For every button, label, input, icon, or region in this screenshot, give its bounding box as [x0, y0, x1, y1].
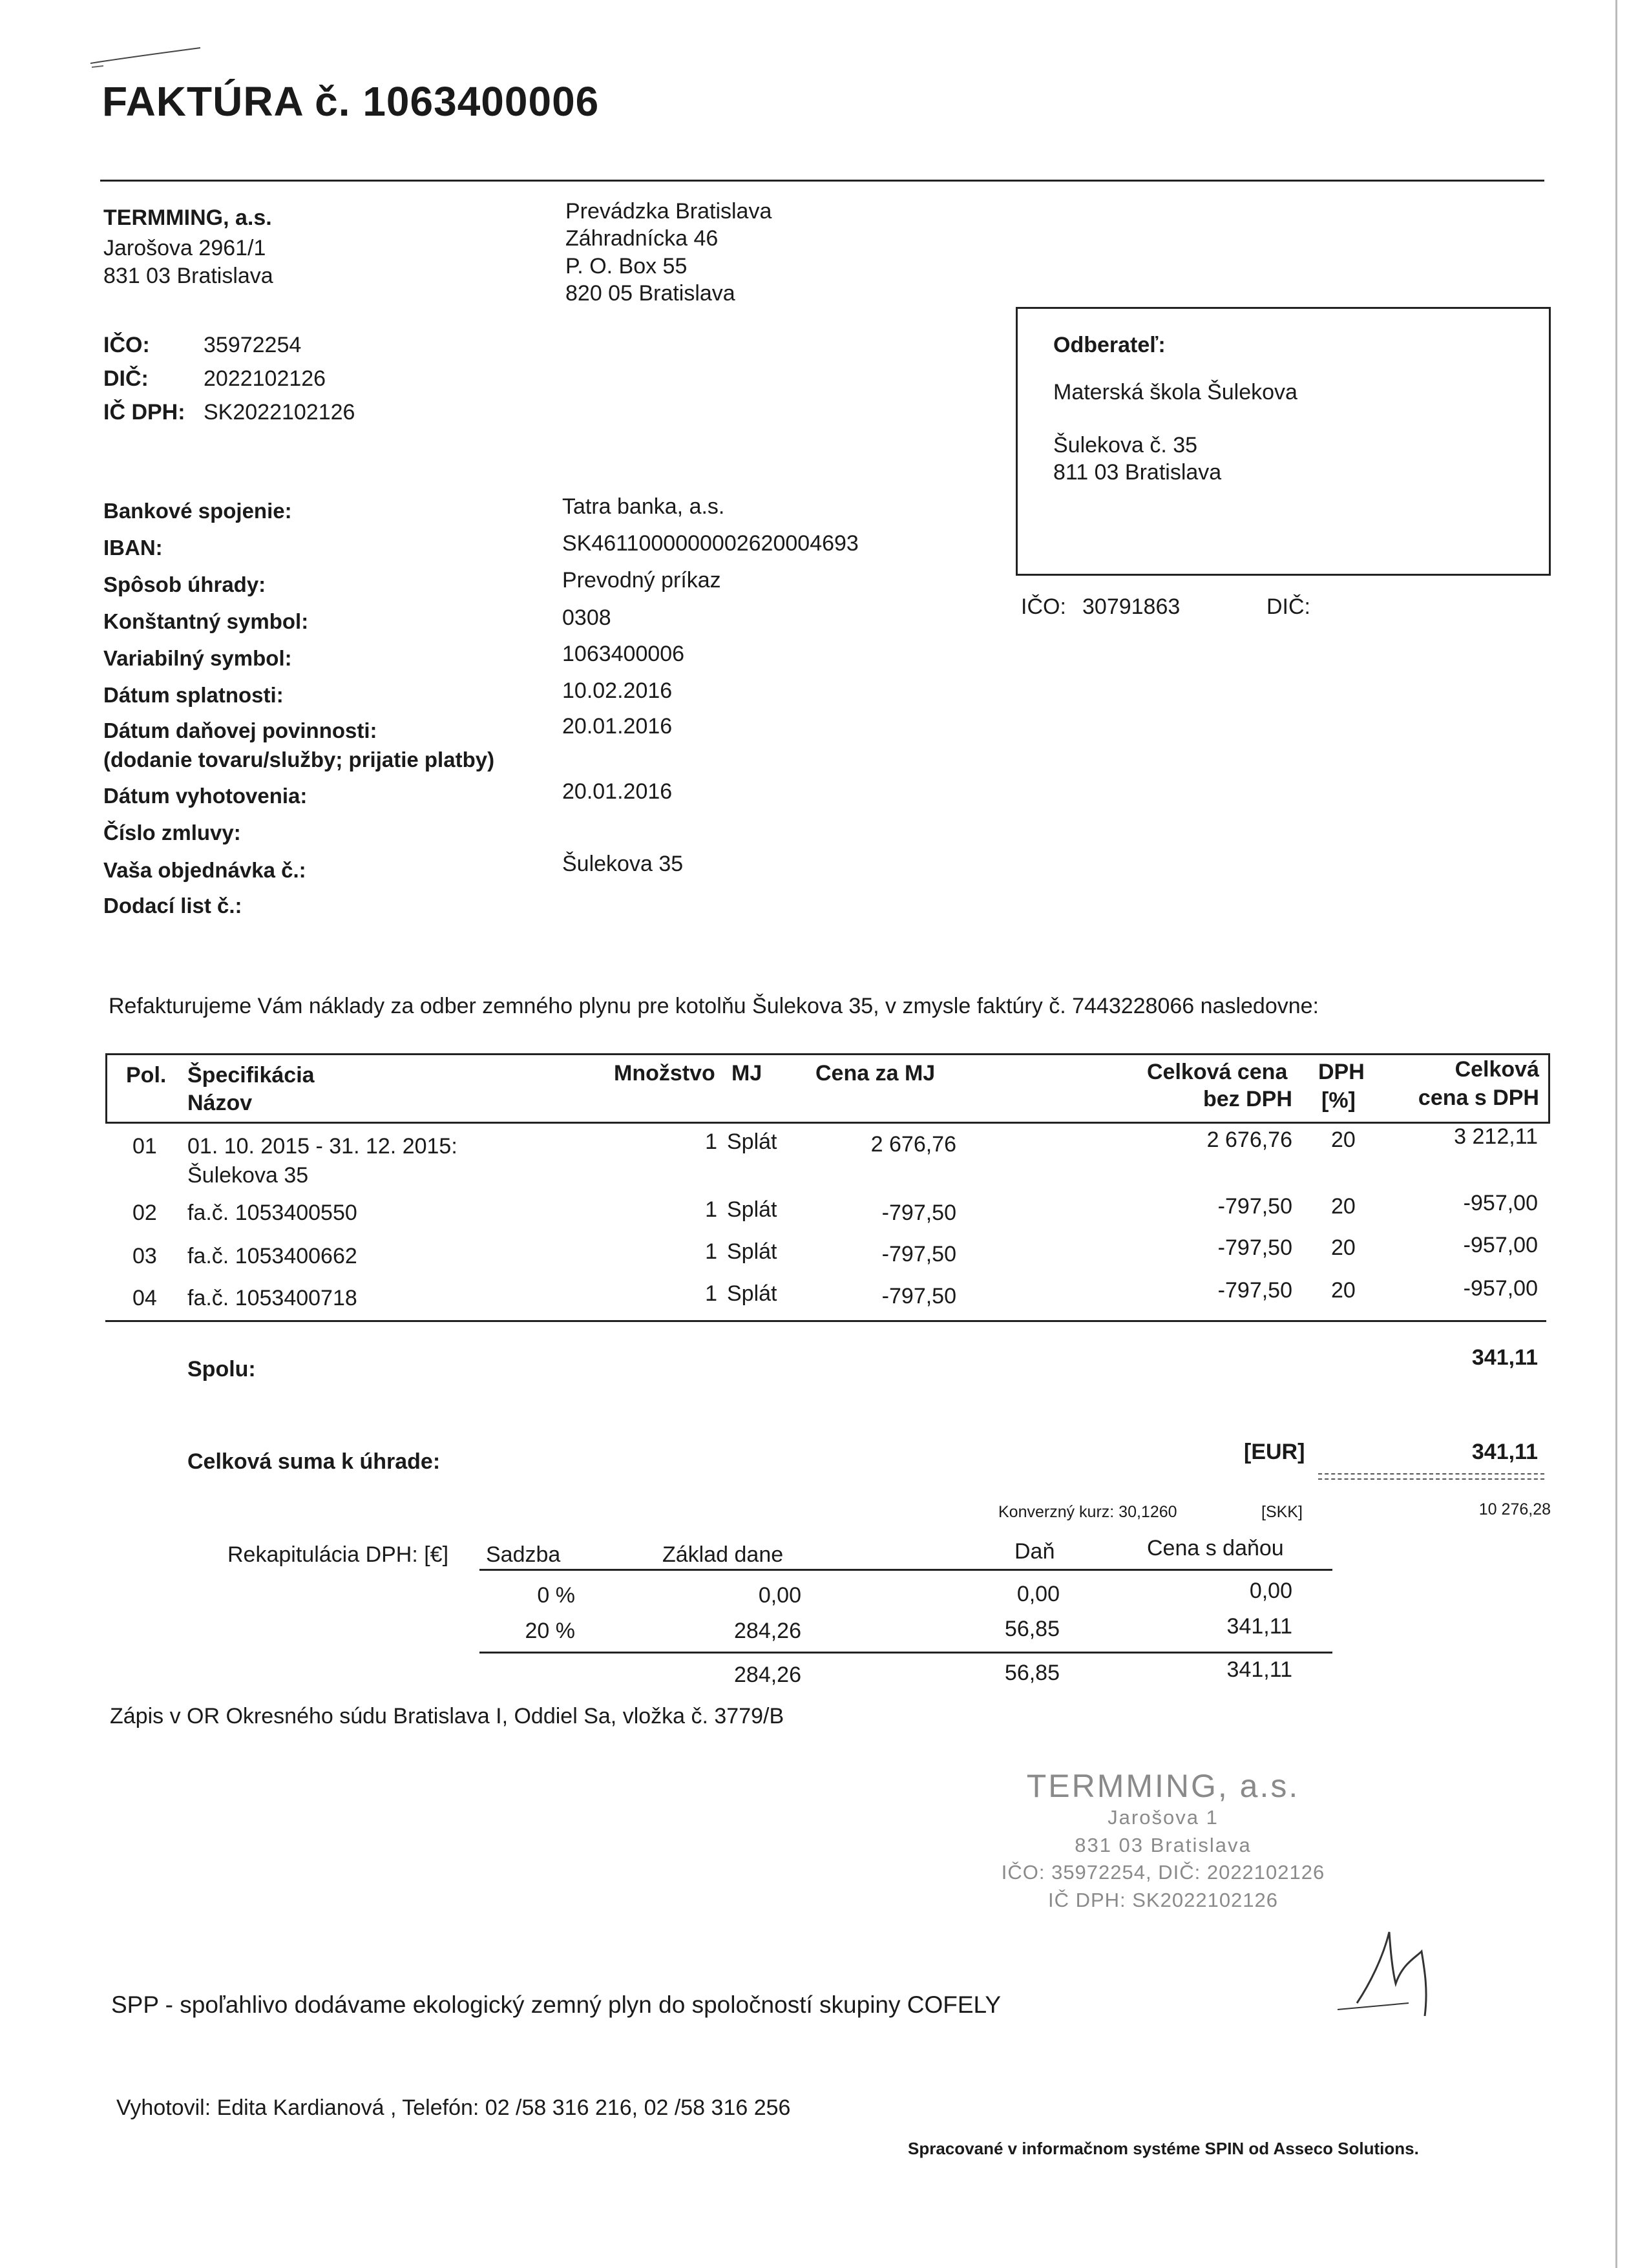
- vat-recap-label: Rekapitulácia DPH: [€]: [227, 1542, 449, 1567]
- total-value: 341,11: [1471, 1345, 1538, 1370]
- tax-date-label: Dátum daňovej povinnosti:: [103, 719, 377, 742]
- vat-row-tax: 56,85: [1004, 1617, 1060, 1641]
- amount-due-currency: [EUR]: [1244, 1440, 1305, 1464]
- intro-text: Refakturujeme Vám náklady za odber zemného plynu pre kotolňu Šulekova 35, v zmysle faktúry č. 7443228066 nasledovne:: [109, 994, 1319, 1018]
- vat-row-base: 284,26: [734, 1619, 801, 1643]
- supplier-street: Jarošova 2961/1: [103, 236, 266, 260]
- row-spec: fa.č. 1053400718: [187, 1286, 357, 1310]
- amount-due-underline: [1318, 1473, 1544, 1475]
- contract-number-label: Číslo zmluvy:: [103, 821, 241, 845]
- row-gross: -957,00: [1463, 1191, 1538, 1215]
- delivery-note-label: Dodací list č.:: [103, 894, 242, 918]
- col-price: Cena za MJ: [815, 1061, 936, 1086]
- row-vat: 20: [1331, 1194, 1356, 1219]
- iban-value: SK4611000000002620004693: [562, 531, 859, 556]
- col-mj: MJ: [731, 1061, 762, 1086]
- row-vat: 20: [1331, 1278, 1356, 1303]
- branch-line-4: 820 05 Bratislava: [565, 281, 735, 306]
- row-mj: Splát: [727, 1129, 777, 1154]
- row-qty: 1: [705, 1281, 717, 1306]
- row-pol: 02: [132, 1201, 157, 1225]
- supplier-name: TERMMING, a.s.: [103, 205, 272, 230]
- col-pol: Pol.: [126, 1063, 167, 1087]
- vat-col-total: Cena s daňou: [1147, 1536, 1284, 1560]
- title-divider: [100, 180, 1544, 182]
- vat-col-rate: Sadzba: [486, 1542, 561, 1567]
- constant-symbol-label: Konštantný symbol:: [103, 609, 309, 633]
- col-spec: Špecifikácia: [187, 1063, 315, 1087]
- row-spec: 01. 10. 2015 - 31. 12. 2015:: [187, 1134, 457, 1159]
- stamp-name: TERMMING, a.s.: [1026, 1768, 1300, 1804]
- vat-sum-base: 284,26: [734, 1663, 801, 1687]
- prepared-by: Vyhotovil: Edita Kardianová , Telefón: 02 /58 316 216, 02 /58 316 256: [116, 2095, 791, 2120]
- bank-value: Tatra banka, a.s.: [562, 494, 725, 519]
- col-gross-2: cena s DPH: [1418, 1086, 1539, 1110]
- row-qty: 1: [705, 1197, 717, 1222]
- stamp-ids: IČO: 35972254, DIČ: 2022102126: [1001, 1861, 1325, 1884]
- variable-symbol-label: Variabilný symbol:: [103, 646, 292, 670]
- amount-due-value: 341,11: [1471, 1440, 1538, 1464]
- row-qty: 1: [705, 1129, 717, 1154]
- row-price: -797,50: [881, 1284, 956, 1308]
- issue-date-label: Dátum vyhotovenia:: [103, 784, 308, 808]
- table-bottom-line: [105, 1320, 1546, 1322]
- row-vat: 20: [1331, 1128, 1356, 1152]
- customer-dic-label: DIČ:: [1266, 594, 1310, 619]
- row-mj: Splát: [727, 1197, 777, 1222]
- vat-header-line: [479, 1569, 1332, 1571]
- row-gross: -957,00: [1463, 1276, 1538, 1301]
- row-mj: Splát: [727, 1281, 777, 1306]
- page-title: FAKTÚRA č. 1063400006: [102, 78, 600, 125]
- icdph-label: IČ DPH:: [103, 400, 185, 425]
- row-spec: fa.č. 1053400550: [187, 1201, 357, 1225]
- skk-value: 10 276,28: [1478, 1500, 1551, 1518]
- row-net: -797,50: [1217, 1194, 1292, 1219]
- ico-label: IČO:: [103, 333, 150, 357]
- row-gross: -957,00: [1463, 1233, 1538, 1257]
- customer-name: Materská škola Šulekova: [1053, 380, 1297, 404]
- order-number-value: Šulekova 35: [562, 852, 684, 876]
- stamp-city: 831 03 Bratislava: [1075, 1834, 1252, 1856]
- col-qty: Množstvo: [614, 1061, 715, 1086]
- due-date-value: 10.02.2016: [562, 678, 673, 703]
- customer-city: 811 03 Bratislava: [1053, 460, 1222, 485]
- signature-icon: [1331, 1913, 1447, 2022]
- bank-label: Bankové spojenie:: [103, 499, 292, 523]
- row-pol: 04: [132, 1286, 157, 1310]
- vat-row-total: 341,11: [1226, 1614, 1292, 1639]
- footer-note: Spracované v informačnom systéme SPIN od Asseco Solutions.: [908, 2139, 1419, 2158]
- branch-line-2: Záhradnícka 46: [565, 226, 719, 251]
- row-pol: 01: [132, 1134, 157, 1159]
- supplier-city: 831 03 Bratislava: [103, 264, 273, 288]
- page-edge: [1615, 0, 1617, 2268]
- register-note: Zápis v OR Okresného súdu Bratislava I, Oddiel Sa, vložka č. 3779/B: [110, 1704, 784, 1728]
- payment-method-label: Spôsob úhrady:: [103, 572, 266, 596]
- row-vat: 20: [1331, 1235, 1356, 1260]
- row-qty: 1: [705, 1239, 717, 1264]
- col-vat-1: DPH: [1318, 1060, 1365, 1084]
- branch-line-1: Prevádzka Bratislava: [565, 199, 772, 224]
- vat-row-rate: 20 %: [525, 1619, 575, 1643]
- issue-date-value: 20.01.2016: [562, 779, 673, 804]
- variable-symbol-value: 1063400006: [562, 642, 685, 666]
- vat-sum-tax: 56,85: [1004, 1661, 1060, 1685]
- due-date-label: Dátum splatnosti:: [103, 683, 284, 707]
- row-pol: 03: [132, 1244, 157, 1268]
- row-spec: fa.č. 1053400662: [187, 1244, 357, 1268]
- order-number-label: Vaša objednávka č.:: [103, 858, 306, 882]
- vat-col-tax: Daň: [1014, 1539, 1055, 1564]
- amount-due-label: Celková suma k úhrade:: [187, 1449, 441, 1474]
- vat-sum-line: [479, 1652, 1332, 1654]
- vat-row-total: 0,00: [1249, 1579, 1292, 1603]
- customer-street: Šulekova č. 35: [1053, 433, 1198, 457]
- row-net: -797,50: [1217, 1278, 1292, 1303]
- slogan: SPP - spoľahlivo dodávame ekologický zemný plyn do spoločností skupiny COFELY: [111, 1991, 1002, 2018]
- row-price: 2 676,76: [870, 1132, 956, 1157]
- ico-value: 35972254: [204, 333, 302, 357]
- vat-row-tax: 0,00: [1016, 1582, 1060, 1606]
- row-mj: Splát: [727, 1239, 777, 1264]
- customer-ico-value: 30791863: [1082, 594, 1181, 619]
- col-vat-2: [%]: [1321, 1088, 1356, 1113]
- row-spec-2: Šulekova 35: [187, 1163, 309, 1188]
- payment-method-value: Prevodný príkaz: [562, 568, 721, 593]
- vat-col-base: Základ dane: [662, 1542, 784, 1567]
- stamp-street: Jarošova 1: [1108, 1806, 1219, 1829]
- row-net: 2 676,76: [1206, 1128, 1292, 1152]
- stamp-icdph: IČ DPH: SK2022102126: [1047, 1889, 1279, 1911]
- dic-value: 2022102126: [204, 366, 326, 391]
- col-nazov: Názov: [187, 1091, 253, 1115]
- iban-label: IBAN:: [103, 536, 163, 560]
- customer-ico-label: IČO:: [1021, 594, 1066, 619]
- skk-label: [SKK]: [1261, 1503, 1303, 1521]
- col-net-1: Celková cena: [1147, 1060, 1288, 1084]
- row-net: -797,50: [1217, 1235, 1292, 1260]
- dic-label: DIČ:: [103, 366, 149, 391]
- icdph-value: SK2022102126: [204, 400, 355, 425]
- col-gross-1: Celková: [1455, 1057, 1539, 1082]
- branch-line-3: P. O. Box 55: [565, 254, 688, 278]
- amount-due-underline-2: [1318, 1478, 1544, 1480]
- customer-header: Odberateľ:: [1053, 333, 1166, 357]
- row-price: -797,50: [881, 1201, 956, 1225]
- vat-row-base: 0,00: [758, 1583, 801, 1608]
- col-net-2: bez DPH: [1203, 1087, 1292, 1111]
- row-price: -797,50: [881, 1242, 956, 1266]
- total-label: Spolu:: [187, 1357, 256, 1381]
- constant-symbol-value: 0308: [562, 605, 611, 630]
- vat-sum-total: 341,11: [1226, 1657, 1292, 1682]
- vat-row-rate: 0 %: [537, 1583, 575, 1608]
- tax-date-note: (dodanie tovaru/služby; prijatie platby): [103, 748, 495, 772]
- conversion-rate: Konverzný kurz: 30,1260: [998, 1503, 1177, 1521]
- tax-date-value: 20.01.2016: [562, 714, 673, 739]
- pen-mark-icon: [84, 39, 213, 71]
- row-gross: 3 212,11: [1454, 1124, 1538, 1149]
